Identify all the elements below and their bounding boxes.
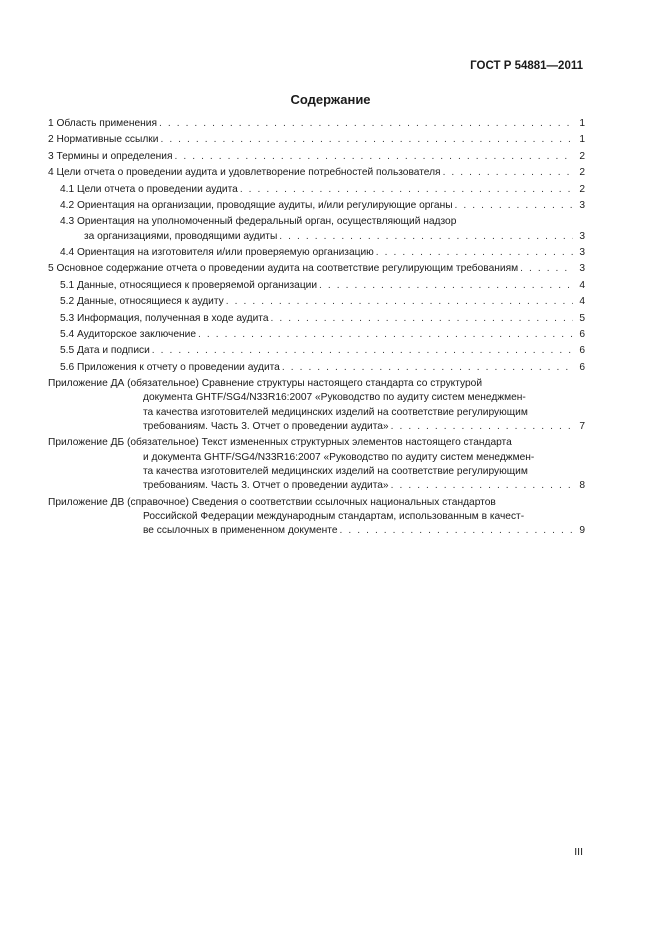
toc-leader-dots [389, 479, 573, 493]
toc-entry-label-cont: та качества изготовителей медицинских изделий на соответствие регулирующим [143, 406, 528, 418]
toc-entry-4-4[interactable] [48, 246, 585, 260]
table-of-contents [48, 117, 585, 541]
toc-entry-page: 6 [579, 328, 585, 340]
toc-entry-5-6[interactable] [48, 361, 585, 375]
toc-entry-5-1[interactable] [48, 279, 585, 293]
toc-entry-label-cont: требованиям. Часть 3. Отчет о проведении аудита» [143, 480, 389, 492]
toc-entry-5-4[interactable] [48, 328, 585, 342]
toc-entry-page: 1 [579, 118, 585, 129]
toc-leader-dots [453, 199, 573, 213]
toc-entry-label: Приложение ДА (обязательное) Сравнение структуры настоящего стандарта со структурой [48, 378, 483, 390]
toc-entry-label-cont: Российской Федерации международным стандартам, использованным в качест- [143, 511, 525, 523]
toc-entry-page: 3 [579, 230, 585, 242]
toc-entry-4-1[interactable] [48, 183, 585, 197]
page-title: Содержание [290, 92, 371, 107]
toc-entry-label-cont: требованиям. Часть 3. Отчет о проведении аудита» [143, 421, 389, 433]
toc-entry-4-2[interactable] [48, 199, 585, 213]
toc-entry-label: 4.4 Ориентация на изготовителя и/или проверяемую организацию [60, 247, 374, 259]
toc-entry-page: 9 [579, 525, 585, 537]
toc-leader-dots [157, 117, 573, 131]
toc-leader-dots [280, 361, 573, 375]
toc-entry-label: 4.1 Цели отчета о проведении аудита [60, 183, 238, 195]
toc-entry-label: 5 Основное содержание отчета о проведении аудита на соответствие регулирующим требованиям [48, 263, 519, 275]
toc-entry-page: 4 [579, 279, 585, 291]
toc-entry-label: 4 Цели отчета о проведении аудита и удовлетворение потребностей пользователя [48, 167, 441, 179]
toc-leader-dots [172, 150, 573, 164]
toc-leader-dots [389, 420, 573, 434]
toc-entry-page: 6 [579, 345, 585, 357]
toc-leader-dots [269, 312, 573, 326]
toc-leader-dots [518, 262, 573, 276]
toc-leader-dots [441, 166, 573, 180]
toc-entry-page: 5 [579, 312, 585, 324]
toc-leader-dots [196, 328, 573, 342]
toc-entry-page: 6 [579, 361, 585, 373]
toc-entry-page: 3 [579, 199, 585, 211]
toc-entry-label: 5.4 Аудиторское заключение [60, 328, 196, 340]
toc-entry-5[interactable] [48, 262, 585, 276]
toc-entry-label: 5.3 Информация, полученная в ходе аудита [60, 312, 269, 324]
toc-entry-label: 4.3 Ориентация на уполномоченный федеральный орган, осуществляющий надзор [60, 216, 457, 228]
toc-entry-label-cont: документа GHTF/SG4/N33R16:2007 «Руководство по аудиту систем менеджмен- [143, 392, 526, 404]
toc-leader-dots [150, 344, 573, 358]
toc-entry-label-cont: за организациями, проводящими аудиты [84, 230, 278, 242]
toc-entry-label: Приложение ДБ (обязательное) Текст измененных структурных элементов настоящего стандарта [48, 437, 512, 449]
toc-entry-3[interactable] [48, 150, 585, 164]
toc-appendix-da[interactable] [48, 377, 585, 434]
toc-leader-dots [224, 295, 573, 309]
toc-entry-label: Приложение ДВ (справочное) Сведения о соответствии ссылочных национальных стандартов [48, 496, 496, 508]
toc-leader-dots [338, 524, 574, 538]
toc-entry-label: 5.5 Дата и подписи [60, 345, 150, 357]
toc-entry-label: 3 Термины и определения [48, 150, 173, 162]
toc-entry-label-cont: ве ссылочных в примененном документе [143, 525, 338, 537]
toc-leader-dots [374, 246, 573, 260]
toc-leader-dots [277, 230, 573, 244]
toc-entry-page: 3 [579, 247, 585, 259]
toc-entry-label: 4.2 Ориентация на организации, проводящие аудиты, и/или регулирующие органы [60, 199, 453, 211]
toc-entry-1[interactable] [48, 117, 585, 131]
toc-entry-page: 4 [579, 296, 585, 308]
toc-entry-page: 8 [579, 480, 585, 492]
toc-entry-page: 2 [579, 167, 585, 179]
toc-entry-label: 5.6 Приложения к отчету о проведении аудита [60, 361, 280, 373]
toc-leader-dots [158, 133, 573, 147]
document-id: ГОСТ Р 54881—2011 [470, 60, 583, 72]
toc-entry-page: 7 [579, 421, 585, 433]
toc-leader-dots [238, 183, 573, 197]
toc-entry-label-cont: та качества изготовителей медицинских изделий на соответствие регулирующим [143, 466, 528, 478]
toc-entry-5-5[interactable] [48, 344, 585, 358]
toc-entry-page: 1 [579, 134, 585, 146]
toc-entry-label: 2 Нормативные ссылки [48, 134, 159, 146]
toc-entry-page: 3 [579, 263, 585, 275]
toc-entry-label: 5.2 Данные, относящиеся к аудиту [60, 296, 224, 308]
page-number: III [574, 846, 583, 858]
toc-appendix-dv[interactable] [48, 496, 585, 539]
toc-entry-label-cont: и документа GHTF/SG4/N33R16:2007 «Руководство по аудиту систем менеджмен- [143, 451, 535, 463]
toc-entry-5-3[interactable] [48, 312, 585, 326]
toc-leader-dots [317, 279, 573, 293]
toc-entry-page: 2 [579, 150, 585, 162]
toc-entry-4[interactable] [48, 166, 585, 180]
toc-appendix-db[interactable] [48, 436, 585, 493]
toc-entry-page: 2 [579, 183, 585, 195]
toc-entry-label: 1 Область применения [48, 118, 157, 129]
toc-entry-5-2[interactable] [48, 295, 585, 309]
toc-entry-label: 5.1 Данные, относящиеся к проверяемой организации [60, 279, 318, 291]
toc-entry-4-3[interactable] [48, 215, 585, 244]
toc-entry-2[interactable] [48, 133, 585, 147]
